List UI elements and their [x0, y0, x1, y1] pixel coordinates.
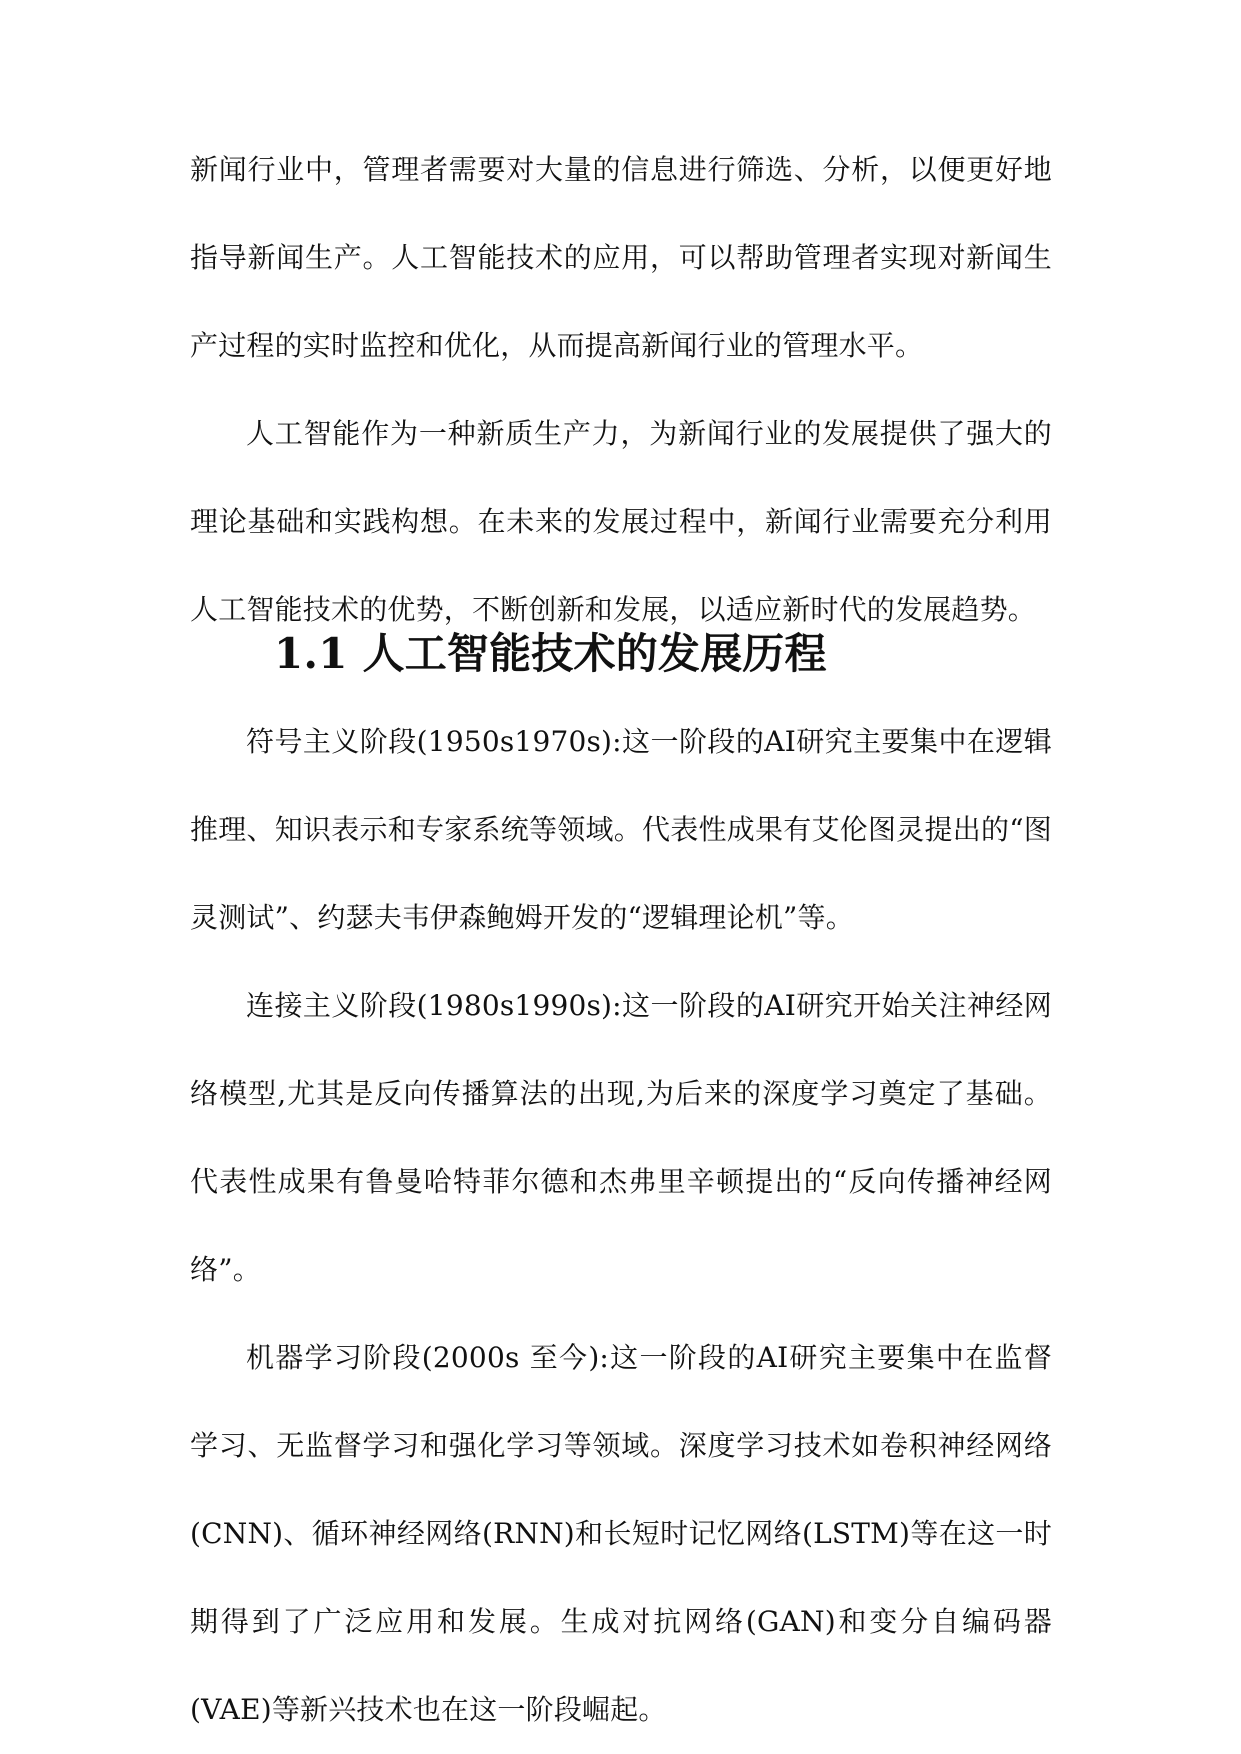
body-text-upper	[190, 126, 1052, 654]
paragraph-continued: 新闻行业中，管理者需要对大量的信息进行筛选、分析，以便更好地指导新闻生产。人工智能技术的应用，可以帮助管理者实现对新闻生产过程的实时监控和优化，从而提高新闻行业的管理水平。	[190, 153, 1052, 362]
paragraph-ai-productivity: 人工智能作为一种新质生产力，为新闻行业的发展提供了强大的理论基础和实践构想。在未来的发展过程中，新闻行业需要充分利用人工智能技术的优势，不断创新和发展，以适应新时代的发展趋势。	[190, 417, 1052, 626]
body-text-lower	[190, 610, 1052, 1754]
paragraph-connectionism-stage: 连接主义阶段(1980s1990s):这一阶段的AI研究开始关注神经网络模型,尤其是反向传播算法的出现,为后来的深度学习奠定了基础。代表性成果有鲁曼哈特菲尔德和杰弗里辛顿提出的“反向传播神经网络”。	[190, 989, 1052, 1286]
paragraph-machine-learning-stage: 机器学习阶段(2000s 至今):这一阶段的AI研究主要集中在监督学习、无监督学习和强化学习等领域。深度学习技术如卷积神经网络(CNN)、循环神经网络(RNN)和长短时记忆网络(LSTM)等在这一时期得到了广泛应用和发展。生成对抗网络(GAN)和变分自编码器(VAE)等新兴技术也在这一阶段崛起。	[190, 1341, 1052, 1726]
paragraph-symbolism-stage: 符号主义阶段(1950s1970s):这一阶段的AI研究主要集中在逻辑推理、知识表示和专家系统等领域。代表性成果有艾伦图灵提出的“图灵测试”、约瑟夫韦伊森鲍姆开发的“逻辑理论机”等。	[190, 725, 1052, 934]
section-heading: 1.1 人工智能技术的发展历程	[274, 629, 827, 678]
